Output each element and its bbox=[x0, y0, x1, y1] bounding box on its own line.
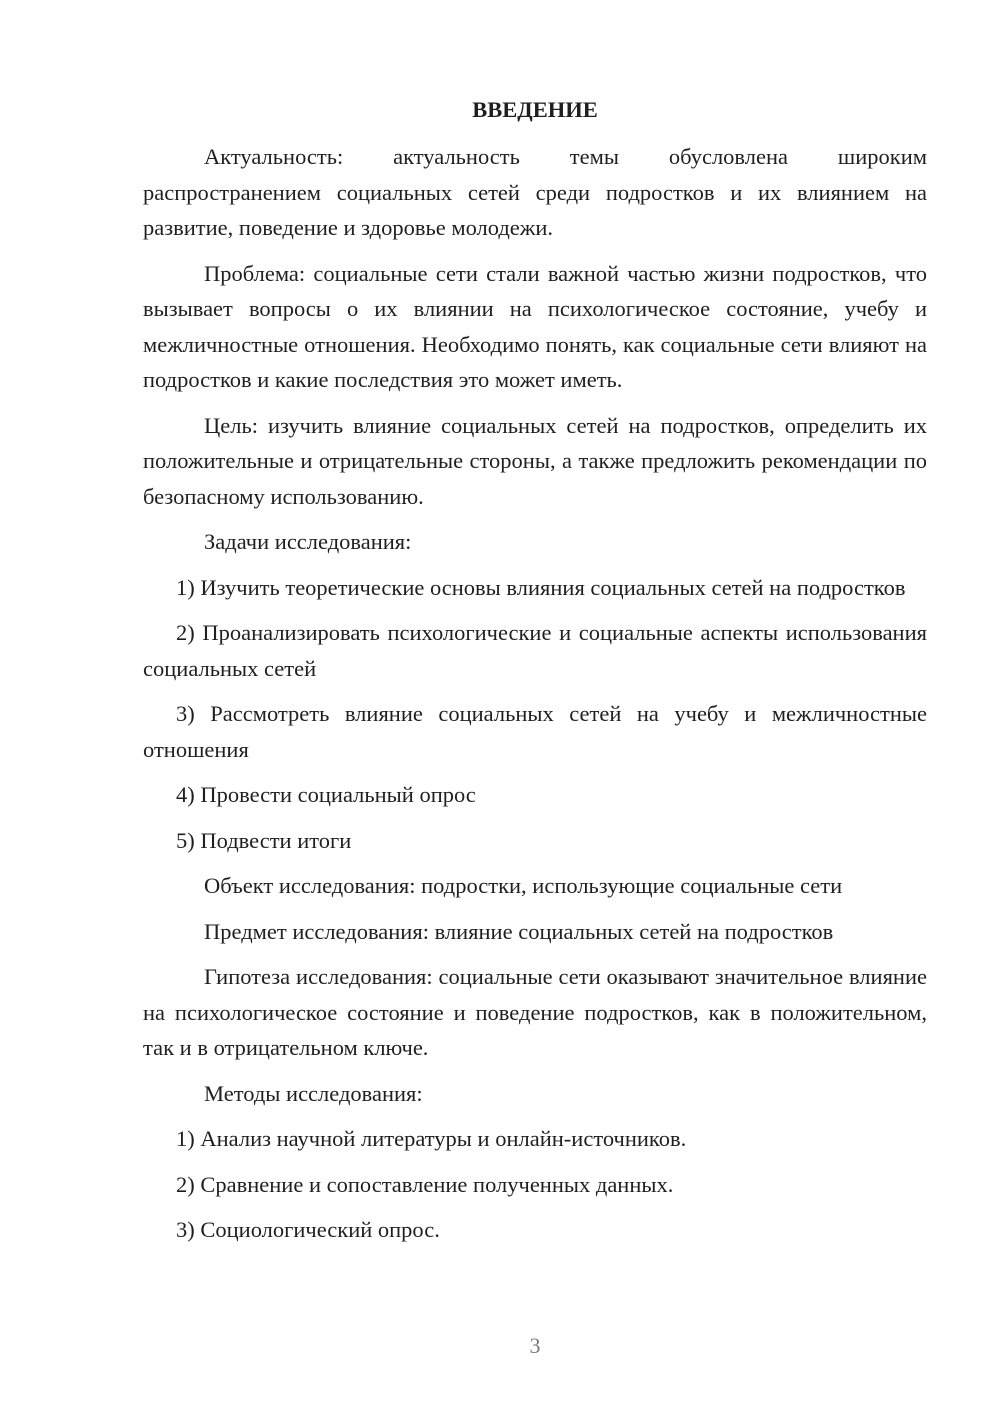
task-item: 4) Провести социальный опрос bbox=[176, 782, 476, 807]
relevance-paragraph: Актуальность: актуальность темы обусловлена широким распространением социальных сетей среди подростков и их влиянием на развитие, поведение и здоровье молодежи. bbox=[143, 144, 927, 240]
page-content bbox=[143, 93, 927, 1258]
method-item: 2) Сравнение и сопоставление полученных данных. bbox=[176, 1171, 674, 1197]
method-item: 1) Анализ научной литературы и онлайн-источников. bbox=[176, 1126, 687, 1151]
hypothesis-paragraph: Гипотеза исследования: социальные сети оказывают значительное влияние на психологическое состояние и поведение подростков, как в положительном, так и в отрицательном ключе. bbox=[143, 964, 927, 1060]
object-paragraph: Объект исследования: подростки, использующие социальные сети bbox=[204, 873, 843, 898]
page-title: ВВЕДЕНИЕ bbox=[472, 97, 598, 122]
task-item: 1) Изучить теоретические основы влияния социальных сетей на подростков bbox=[176, 574, 906, 600]
subject-paragraph: Предмет исследования: влияние социальных сетей на подростков bbox=[204, 918, 834, 944]
methods-heading: Методы исследования: bbox=[204, 1080, 423, 1106]
tasks-heading: Задачи исследования: bbox=[204, 529, 412, 554]
task-item: 5) Подвести итоги bbox=[176, 827, 352, 853]
method-item: 3) Социологический опрос. bbox=[176, 1217, 440, 1242]
task-item: 2) Проанализировать психологические и социальные аспекты использования социальных сетей bbox=[143, 620, 927, 681]
task-item: 3) Рассмотреть влияние социальных сетей на учебу и межличностные отношения bbox=[143, 701, 927, 762]
page-number: 3 bbox=[529, 1333, 541, 1358]
goal-paragraph: Цель: изучить влияние социальных сетей на подростков, определить их положительные и отрицательные стороны, а также предложить рекомендации по безопасному использованию. bbox=[143, 412, 927, 509]
problem-paragraph: Проблема: социальные сети стали важной частью жизни подростков, что вызывает вопросы о их влиянии на психологическое состояние, учебу и межличностные отношения. Необходимо понять, как социальные сети влияют на подростков и какие последствия это может иметь. bbox=[143, 260, 927, 392]
